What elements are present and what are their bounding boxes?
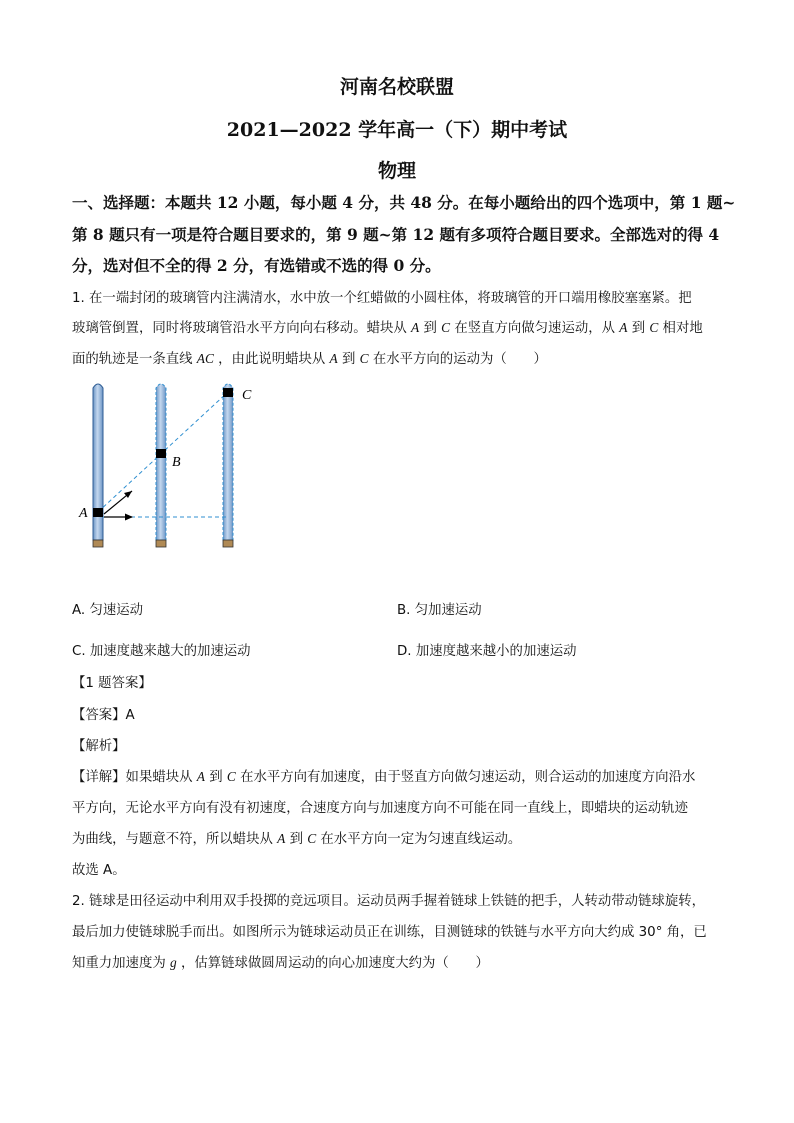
exam-title: 2021—2022 学年高一（下）期中考试: [226, 119, 568, 141]
tube-middle: [156, 384, 166, 547]
label-b: B: [172, 455, 181, 470]
q2-stem-line3: 知重力加速度为 g ，估算链球做圆周运动的向心加速度大约为（ ）: [72, 955, 489, 971]
subject-title: 物理: [377, 160, 416, 182]
section-instructions-line3: 分，选对但不全的得 2 分，有选错或不选的得 0 分。: [72, 256, 441, 275]
wax-block-c: [223, 388, 233, 397]
q2-stem-line1: 2. 链球是田径运动中利用双手投掷的竞远项目。运动员两手握着链球上铁链的把手，人转动带动链球旋转，: [72, 894, 705, 909]
section-instructions-line2: 第 8 题只有一项是符合题目要求的，第 9 题~第 12 题有多项符合题目要求。全部选对的得 4: [72, 225, 720, 244]
q1-option-b: B. 匀加速运动: [397, 603, 482, 618]
label-c: C: [242, 388, 252, 403]
wax-block-b: [156, 449, 166, 458]
q1-answer: 【答案】A: [72, 708, 135, 723]
q1-option-c: C. 加速度越来越大的加速运动: [72, 644, 251, 659]
q1-stem-line1: 1. 在一端封闭的玻璃管内注满清水，水中放一个红蜡做的小圆柱体，将玻璃管的开口端用橡胶塞塞紧。把: [72, 291, 692, 306]
label-a: A: [79, 506, 88, 521]
exam-org-title: 河南名校联盟: [339, 76, 454, 98]
q1-detail-line1: 【详解】如果蜡块从 A 到 C 在水平方向有加速度，由于竖直方向做匀速运动，则合运动的加速度方向沿水: [72, 769, 696, 785]
q1-analysis-header: 【解析】: [72, 739, 126, 754]
q1-answer-header: 【1 题答案】: [72, 676, 152, 691]
q1-stem-line2: 玻璃管倒置，同时将玻璃管沿水平方向向右移动。蜡块从 A 到 C 在竖直方向做匀速运动，从 A 到 C 相对地: [72, 320, 703, 336]
q1-figure-glass-tubes: [70, 374, 270, 556]
q1-detail-line3: 为曲线，与题意不符，所以蜡块从 A 到 C 在水平方向一定为匀速直线运动。: [72, 831, 522, 847]
section-instructions-line1: 一、选择题：本题共 12 小题，每小题 4 分，共 48 分。在每小题给出的四个选项中，第 1 题~: [72, 193, 736, 212]
q2-stem-line2: 最后加力使链球脱手而出。如图所示为链球运动员正在训练，目测链球的铁链与水平方向大约成 30° 角，已: [72, 925, 707, 940]
q1-option-a: A. 匀速运动: [72, 603, 143, 618]
q1-option-d: D. 加速度越来越小的加速运动: [397, 644, 577, 659]
q1-detail-line2: 平方向，无论水平方向有没有初速度，合速度方向与加速度方向不可能在同一直线上，即蜡块的运动轨迹: [72, 801, 688, 816]
q1-stem-line3: 面的轨迹是一条直线 AC ，由此说明蜡块从 A 到 C 在水平方向的运动为（ ）: [72, 351, 547, 367]
tube-right: [223, 384, 233, 547]
q1-conclusion: 故选 A。: [72, 863, 126, 878]
tube-left: [93, 384, 103, 547]
wax-block-a: [93, 508, 103, 517]
